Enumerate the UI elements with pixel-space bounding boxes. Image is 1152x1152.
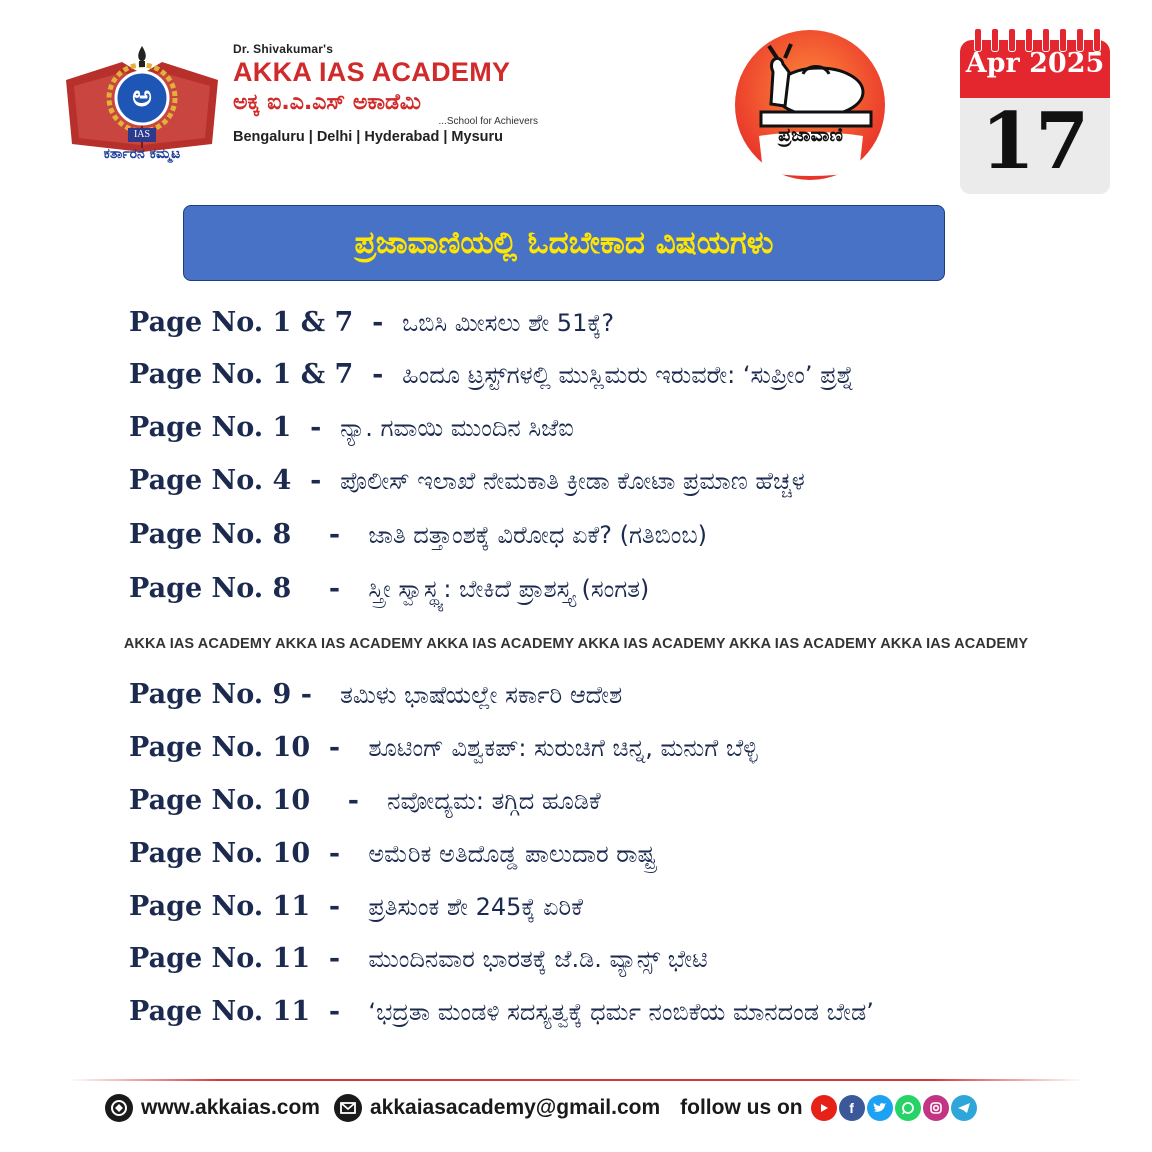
social-icons (809, 1095, 977, 1121)
headline: ಅಮೆರಿಕ ಅತಿದೊಡ್ಡ ಪಾಲುದಾರ ರಾಷ್ಟ್ರ (368, 840, 657, 868)
date-calendar (960, 28, 1110, 194)
follow-label: follow us on (680, 1096, 803, 1119)
list-item (129, 891, 583, 922)
page-number: Page No. 11 - (129, 943, 369, 974)
headline: ಹಿಂದೂ ಟ್ರಸ್ಟ್‌ಗಳಲ್ಲಿ ಮುಸ್ಲಿಮರು ಇರುವರೇ: ‘ಸುಪ್ರೀಂ’ ಪ್ರಶ್ನೆ (402, 361, 854, 389)
list-item (129, 679, 622, 710)
list-item (129, 359, 854, 390)
youtube-icon[interactable] (811, 1095, 837, 1121)
newspaper-name: ಪ್ರಜಾವಾಣಿ (778, 124, 843, 146)
list-item (129, 465, 805, 496)
page-title: ಪ್ರಜಾವಾಣಿಯಲ್ಲಿ ಓದಬೇಕಾದ ವಿಷಯಗಳು (354, 224, 774, 261)
page-number: Page No. 11 - (129, 996, 369, 1027)
list-item (129, 412, 574, 443)
city-list: Bengaluru | Delhi | Hyderabad | Mysuru (233, 129, 503, 145)
emblem-letter: ಅ (132, 79, 152, 114)
footer-divider (68, 1079, 1084, 1081)
headline: ಸ್ತ್ರೀ ಸ್ವಾಸ್ಥ್ಯ: ಬೇಕಿದೆ ಪ್ರಾಶಸ್ತ್ಯ (ಸಂಗತ) (368, 575, 650, 603)
list-item (129, 307, 614, 338)
page-number: Page No. 1 - (129, 412, 341, 443)
headline: ಪೊಲೀಸ್ ಇಲಾಖೆ ನೇಮಕಾತಿ ಕ್ರೀಡಾ ಕೋಟಾ ಪ್ರಮಾಣ ಹೆಚ್ಚಳ (340, 467, 805, 495)
headline: ಒಬಿಸಿ ಮೀಸಲು ಶೇ 51ಕ್ಕೆ? (402, 309, 615, 337)
page-number: Page No. 8 - (129, 519, 369, 550)
page-number: Page No. 4 - (129, 465, 341, 496)
headline: ಪ್ರತಿಸುಂಕ ಶೇ 245ಕ್ಕೆ ಏರಿಕೆ (368, 893, 583, 921)
page-number: Page No. 9 - (129, 679, 341, 710)
email-link[interactable]: akkaiasacademy@gmail.com (369, 1096, 661, 1119)
emblem-motto: ಕರ್ತಾರನ ಕಮ್ಮಟ (103, 146, 181, 162)
title-banner (183, 205, 945, 281)
calendar-day: 17 (980, 96, 1090, 187)
page-number: Page No. 1 & 7 - (129, 307, 403, 338)
founder-label: Dr. Shivakumar's (233, 42, 334, 56)
academy-name: AKKA IAS ACADEMY (233, 57, 511, 87)
list-item (129, 785, 601, 816)
telegram-icon[interactable] (951, 1095, 977, 1121)
page-number: Page No. 10 - (129, 732, 369, 763)
headline: ನವೋದ್ಯಮ: ತಗ್ಗಿದ ಹೂಡಿಕೆ (387, 787, 601, 815)
headline: ‘ಭದ್ರತಾ ಮಂಡಳಿ ಸದಸ್ಯತ್ವಕ್ಕೆ ಧರ್ಮ ನಂಬಿಕೆಯ ಮಾನದಂಡ ಬೇಡ’ (368, 998, 874, 1026)
academy-emblem (62, 40, 222, 170)
list-item (129, 573, 649, 604)
tagline: ...School for Achievers (438, 116, 538, 127)
twitter-icon[interactable] (867, 1095, 893, 1121)
page-number: Page No. 11 - (129, 891, 369, 922)
headline: ನ್ಯಾ. ಗವಾಯಿ ಮುಂದಿನ ಸಿಜೆಐ (340, 414, 574, 442)
website-link[interactable]: www.akkaias.com (141, 1096, 320, 1119)
list-item (129, 519, 707, 550)
footer (105, 1092, 977, 1124)
page-number: Page No. 10 - (129, 838, 369, 869)
headline: ಜಾತಿ ದತ್ತಾಂಶಕ್ಕೆ ವಿರೋಧ ಏಕೆ? (ಗತಿಬಿಂಬ) (368, 521, 708, 549)
page-number: Page No. 8 - (129, 573, 369, 604)
email-icon (334, 1094, 362, 1122)
nandi-bull-icon (733, 28, 888, 183)
list-item (129, 996, 874, 1027)
headline: ಮುಂದಿನವಾರ ಭಾರತಕ್ಕೆ ಜೆ.ಡಿ. ವ್ಯಾನ್ಸ್ ಭೇಟಿ (368, 945, 708, 973)
list-item (129, 943, 708, 974)
instagram-icon[interactable] (923, 1095, 949, 1121)
prajavani-logo (733, 28, 888, 183)
calendar-month: Apr 2025 (965, 48, 1105, 79)
list-item (129, 838, 656, 869)
globe-icon (105, 1094, 133, 1122)
headline: ಶೂಟಿಂಗ್ ವಿಶ್ವಕಪ್: ಸುರುಚಿಗೆ ಚಿನ್ನ, ಮನುಗೆ ಬೆಳ್ಳಿ (368, 734, 758, 762)
academy-name-kannada: ಅಕ್ಕ ಐ.ಎ.ಎಸ್ ಅಕಾಡೆಮಿ (233, 90, 421, 115)
facebook-icon[interactable]: f (839, 1095, 865, 1121)
page-number: Page No. 10 - (129, 785, 388, 816)
headline: ತಮಿಳು ಭಾಷೆಯಲ್ಲೇ ಸರ್ಕಾರಿ ಆದೇಶ (340, 681, 623, 709)
whatsapp-icon[interactable] (895, 1095, 921, 1121)
list-item (129, 732, 758, 763)
academy-watermark: AKKA IAS ACADEMY AKKA IAS ACADEMY AKKA IAS ACADEMY AKKA IAS ACADEMY AKKA IAS ACADEMY AKKA IAS ACADEMY (123, 636, 1029, 652)
emblem-badge: IAS (128, 128, 156, 142)
page-number: Page No. 1 & 7 - (129, 359, 403, 390)
brand-block (233, 42, 553, 145)
